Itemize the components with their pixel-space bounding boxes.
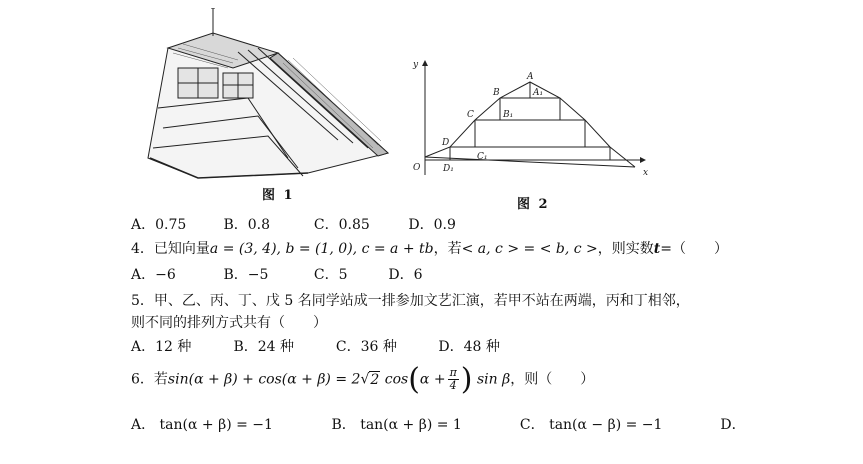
- label-x: x: [643, 168, 649, 178]
- q6-stem: 6．若sin(α + β) + cos(α + β) = 2√2 cos(α + $\frac{\pi}{4}$ ) sin β，则（ ）: [131, 362, 595, 397]
- q4-mid: ，若: [433, 241, 462, 257]
- q5-options: [131, 336, 500, 356]
- q4-var: t: [653, 241, 661, 257]
- label-B: B: [493, 88, 500, 98]
- q4-option-d: D．6: [388, 267, 423, 283]
- label-C1: C₁: [477, 152, 488, 162]
- q4-angle: < a, c > = < b, c >: [461, 241, 598, 257]
- q6-option-d: D．: [720, 417, 746, 433]
- q6-frac-num: π: [449, 366, 457, 379]
- q6-options: [131, 414, 746, 434]
- q4-option-a: A．−6: [131, 267, 176, 283]
- q6-option-a: A． tan(α + β) = −1: [131, 417, 273, 433]
- q6-sqrt-arg: 2: [370, 371, 380, 388]
- label-origin: O: [413, 163, 421, 173]
- figure-2-caption: 图 2: [517, 197, 550, 212]
- label-A1: A₁: [533, 88, 544, 98]
- label-C: C: [467, 110, 474, 120]
- q6-suffix: ，则（ ）: [510, 371, 595, 388]
- q6-option-b: B． tan(α + β) = 1: [331, 417, 462, 433]
- q5-line-2: 则不同的排列方式共有（ ）: [131, 315, 327, 331]
- roof-illustration: [138, 8, 400, 183]
- q4-option-c: C．5: [313, 267, 348, 283]
- label-D: D: [442, 138, 450, 148]
- figure-1-caption: 图 1: [262, 188, 295, 203]
- q6-fraction: [448, 367, 459, 392]
- q4-prefix: 4．已知向量: [131, 241, 210, 257]
- q5-option-c: C．36 种: [335, 339, 397, 355]
- q6-inner: α +: [419, 371, 446, 388]
- q6-option-c: C． tan(α − β) = −1: [519, 417, 663, 433]
- label-A: A: [527, 72, 534, 82]
- q5-option-a: A．12 种: [131, 339, 192, 355]
- q4-stem: [131, 238, 728, 258]
- q4-suffix: ，则实数: [597, 241, 654, 257]
- q6-frac-den: 4: [449, 379, 457, 392]
- q3-option-b: B．0.8: [223, 217, 271, 233]
- q6-after: sin β: [476, 371, 511, 388]
- q4-end: =（ ）: [660, 241, 728, 257]
- q4-options: [131, 264, 423, 284]
- label-B1: B₁: [503, 110, 514, 120]
- q3-option-a: A．0.75: [131, 217, 187, 233]
- label-y: y: [413, 60, 419, 70]
- q6-lhs: sin(α + β) + cos(α + β) = 2: [167, 371, 361, 388]
- q4-option-b: B．−5: [223, 267, 269, 283]
- q6-cos: cos: [384, 371, 409, 388]
- q5-option-d: D．48 种: [438, 339, 500, 355]
- q3-options: [131, 214, 456, 234]
- q3-option-c: C．0.85: [313, 217, 370, 233]
- q6-prefix: 6．若: [131, 371, 168, 388]
- q4-vectors: a = (3, 4), b = (1, 0), c = a + tb: [209, 241, 434, 257]
- q3-option-d: D．0.9: [408, 217, 456, 233]
- coordinate-diagram: [405, 55, 655, 180]
- q5-line-1: 5．甲、乙、丙、丁、戊 5 名同学站成一排参加文艺汇演，若甲不站在两端，丙和丁相邻，: [131, 293, 690, 309]
- q5-option-b: B．24 种: [233, 339, 295, 355]
- label-D1: D₁: [443, 164, 454, 174]
